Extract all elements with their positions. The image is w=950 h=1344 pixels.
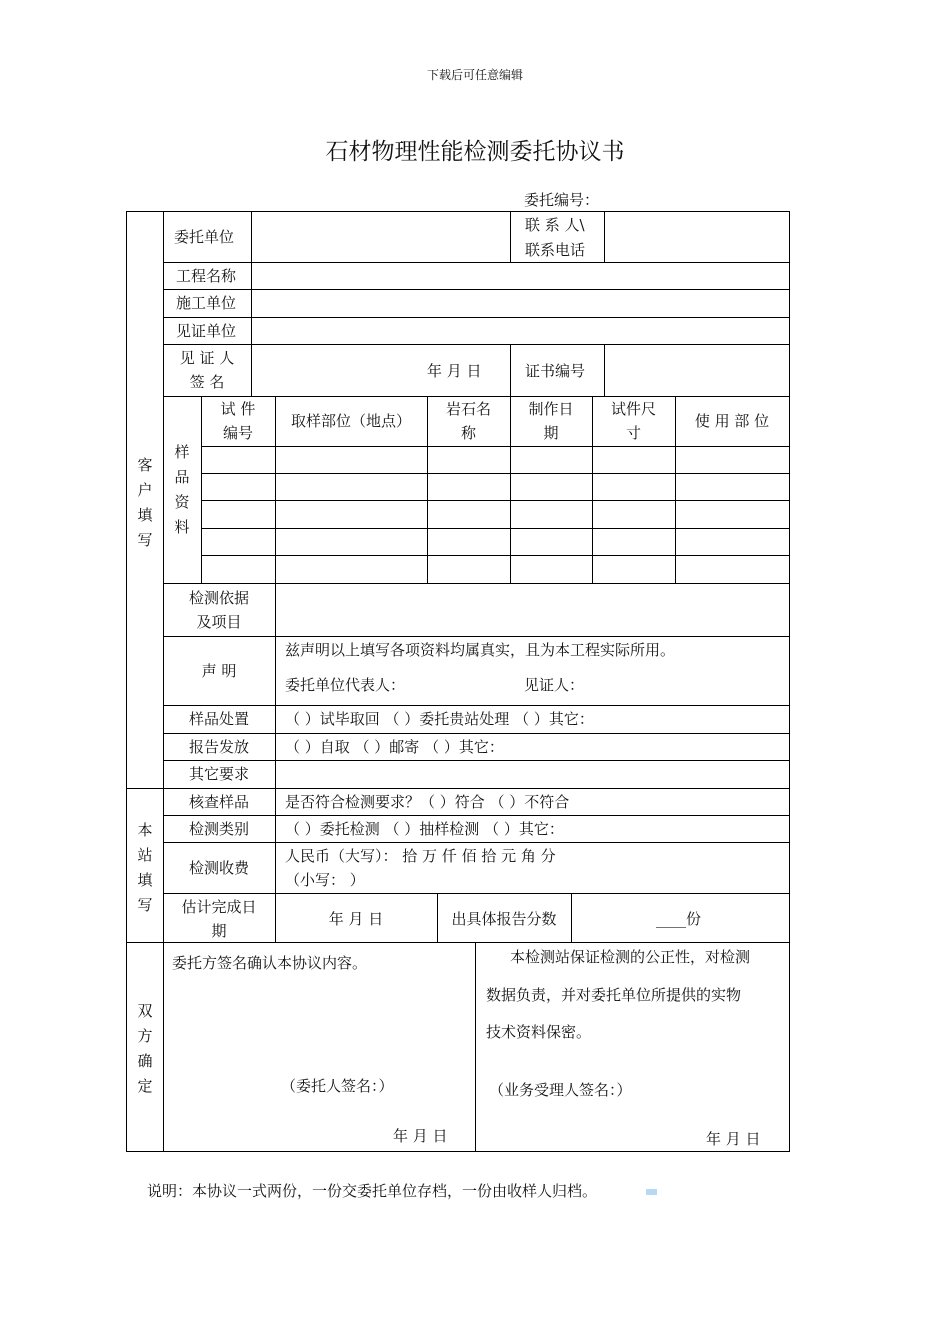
specimen-size-header-2: 寸: [625, 424, 641, 442]
sample-id-header-1: 试 件: [220, 400, 256, 418]
sampling-location-header: 取样部位（地点）: [290, 412, 411, 430]
row-line: [163, 815, 789, 816]
test-type-options: （ ）委托检测 （ ）抽样检测 （ ）其它：: [285, 820, 564, 838]
row-line: [163, 289, 789, 290]
table-border-top: [126, 211, 789, 212]
row-line: [201, 528, 789, 529]
acceptor-signature-label: （业务受理人签名：）: [489, 1081, 632, 1099]
row-line: [163, 842, 789, 843]
station-guarantee-text-1: 本检测站保证检测的公正性，对检测: [510, 948, 751, 966]
estimated-completion-date: 年 月 日: [328, 910, 384, 928]
test-fee-numeric: （小写： ）: [285, 871, 365, 889]
row-line: [201, 446, 789, 447]
witness-sign-label-1: 见 证 人: [179, 349, 235, 367]
document-title: 石材物理性能检测委托协议书: [325, 139, 625, 165]
estimated-completion-label-2: 期: [211, 922, 227, 940]
witness-sign-label-2: 签 名: [189, 373, 225, 391]
header-note: 下载后可任意编辑: [426, 68, 523, 82]
test-basis-label-2: 及项目: [196, 613, 242, 631]
section-divider-station: [126, 788, 789, 789]
station-guarantee-text-2: 数据负责，并对委托单位所提供的实物: [486, 986, 742, 1004]
statement-label: 声 明: [201, 662, 237, 680]
production-date-header-2: 期: [543, 424, 559, 442]
test-basis-label-1: 检测依据: [188, 589, 249, 607]
sample-disposal-options: （ ）试毕取回 （ ）委托贵站处理 （ ）其它：: [285, 710, 594, 728]
row-line: [163, 705, 789, 706]
table-border-left: [126, 211, 127, 1152]
project-name-label: 工程名称: [176, 267, 237, 285]
row-line: [163, 262, 789, 263]
row-line: [163, 583, 789, 584]
col-line: [510, 344, 511, 397]
certificate-number-label: 证书编号: [525, 362, 586, 380]
row-line: [163, 733, 789, 734]
stone-name-header-1: 岩石名: [445, 400, 491, 418]
report-copies-label: 出具体报告分数: [451, 910, 557, 928]
witness-label: 见证人：: [524, 676, 585, 694]
col-line: [604, 344, 605, 397]
specimen-size-header-1: 试件尺: [610, 400, 656, 418]
row-line: [201, 555, 789, 556]
contact-person-label: 联 系 人\: [525, 216, 585, 234]
row-line: [163, 636, 789, 637]
witness-date: 年 月 日: [427, 362, 482, 380]
table-border-right: [789, 211, 790, 1152]
sample-disposal-label: 样品处置: [188, 710, 249, 728]
client-unit-label: 委托单位: [174, 228, 235, 246]
col-line: [604, 211, 605, 263]
col-line: [475, 942, 476, 1152]
row-line: [201, 500, 789, 501]
check-sample-text: 是否符合检测要求？（ ）符合 （ ）不符合: [285, 793, 570, 811]
construction-unit-label: 施工单位: [176, 294, 237, 312]
client-signature-label: （委托人签名：）: [281, 1077, 394, 1095]
client-representative-label: 委托单位代表人：: [285, 676, 406, 694]
witness-unit-label: 见证单位: [176, 322, 237, 340]
col-line: [251, 211, 252, 397]
report-copies-value: ____份: [656, 910, 702, 928]
section-label-mutual: 双方确定: [137, 1002, 153, 1095]
client-confirmation-text: 委托方签名确认本协议内容。: [172, 954, 368, 972]
section-label-customer: 客户填写: [137, 456, 153, 549]
station-guarantee-text-3: 技术资料保密。: [486, 1023, 592, 1041]
blue-mark: [646, 1189, 657, 1195]
acceptor-sign-date: 年 月 日: [706, 1130, 761, 1148]
col-line: [571, 893, 572, 943]
row-line: [201, 473, 789, 474]
statement-text: 兹声明以上填写各项资料均属真实，且为本工程实际所用。: [285, 641, 676, 659]
production-date-header-1: 制作日: [528, 400, 574, 418]
section-label-station: 本站填写: [137, 821, 153, 914]
footnote: 说明：本协议一式两份，一份交委托单位存档，一份由收样人归档。: [147, 1182, 598, 1200]
contact-phone-label: 联系电话: [525, 241, 586, 259]
col-line: [275, 583, 276, 789]
stone-name-header-2: 称: [460, 424, 476, 442]
test-fee-label: 检测收费: [188, 859, 249, 877]
other-requirements-label: 其它要求: [188, 765, 249, 783]
col-line: [510, 211, 511, 263]
row-line: [163, 317, 789, 318]
entrust-number-label: 委托编号：: [524, 191, 600, 209]
report-delivery-label: 报告发放: [188, 738, 249, 756]
test-fee-capital: 人民币（大写）： 拾 万 仟 佰 拾 元 角 分: [285, 847, 556, 865]
row-line: [163, 893, 789, 894]
sample-id-header-2: 编号: [222, 424, 253, 442]
check-sample-label: 核查样品: [188, 793, 249, 811]
sample-info-label: 样品资料: [174, 443, 190, 536]
row-line: [163, 344, 789, 345]
row-line: [163, 760, 789, 761]
table-border-bottom: [126, 1151, 789, 1152]
client-sign-date: 年 月 日: [393, 1127, 448, 1145]
usage-location-header: 使 用 部 位: [694, 412, 770, 430]
estimated-completion-label-1: 估计完成日: [181, 898, 257, 916]
test-type-label: 检测类别: [188, 820, 249, 838]
report-delivery-options: （ ）自取 （ ）邮寄 （ ）其它：: [285, 738, 504, 756]
